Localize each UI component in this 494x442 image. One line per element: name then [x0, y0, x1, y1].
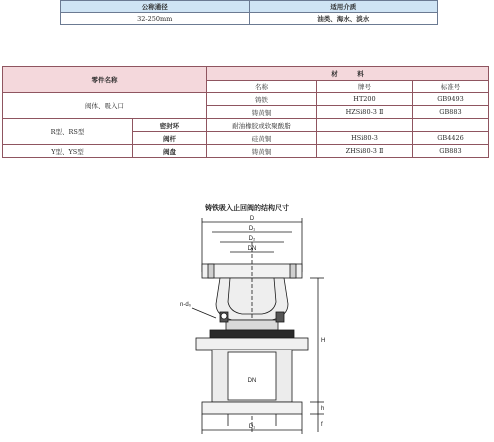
material-grade: ZHSi80-3 Ⅱ: [317, 145, 413, 158]
material-grade: [317, 119, 413, 132]
material-grade: HSi80-3: [317, 132, 413, 145]
table-row: [3, 93, 489, 106]
cell-applicable-media: 油类、海水、淡水: [249, 13, 438, 25]
material-standard: GB883: [413, 145, 489, 158]
valve-drawing: [180, 212, 330, 440]
seal-ring: [210, 330, 294, 338]
component-seal-ring: 密封环: [133, 119, 207, 132]
leader-n-d0: [192, 308, 216, 318]
materials-header-row: [3, 67, 489, 81]
label-f: f: [321, 422, 323, 428]
material-name: 铸铁: [207, 93, 317, 106]
material-standard: GB883: [413, 106, 489, 119]
label-dn-top: DN: [247, 246, 257, 252]
mid-flange: [196, 338, 308, 350]
material-name: 铸黄铜: [207, 106, 317, 119]
header-material: 材 料: [207, 67, 489, 81]
label-n-d0: n-d₀: [180, 302, 192, 308]
subheader-grade: 牌号: [317, 81, 413, 93]
component-stem: 阀杆: [133, 132, 207, 145]
table-row: [3, 119, 489, 132]
material-standard: GB9493: [413, 93, 489, 106]
inlet-bore: [228, 352, 276, 400]
spec-table: [60, 0, 438, 25]
subheader-standard: 标准号: [413, 81, 489, 93]
material-name: 铸黄铜: [207, 145, 317, 158]
table-row: [3, 145, 489, 158]
bottom-flange: [202, 402, 302, 414]
label-d1: D₁: [248, 226, 256, 232]
material-grade: HT200: [317, 93, 413, 106]
valve-disc: [226, 320, 278, 330]
material-standard: [413, 119, 489, 132]
label-d: D: [249, 216, 255, 222]
material-standard: GB4426: [413, 132, 489, 145]
material-name: 硅黄铜: [207, 132, 317, 145]
label-d1-bottom: D₁: [248, 424, 256, 430]
spec-table-header: [61, 1, 438, 13]
drawing-title: 铸铁吸入止回阀的结构尺寸: [205, 203, 289, 212]
cell-nominal-diameter: 32-250mm: [61, 13, 250, 25]
header-applicable-media: 适用介质: [249, 1, 438, 13]
header-nominal-diameter: 公称通径: [61, 1, 250, 13]
label-h-small: h: [321, 406, 325, 412]
material-grade: HZSi80-3 Ⅱ: [317, 106, 413, 119]
group-r-rs: R型、RS型: [3, 119, 133, 145]
header-part-name: 零件名称: [3, 67, 207, 93]
part-body-inlet: 阀体、吸入口: [3, 93, 207, 119]
label-h: H: [321, 338, 326, 344]
material-name: 耐油橡胶或软聚酸脂: [207, 119, 317, 132]
label-d2: D₂: [248, 236, 256, 242]
label-dn-bottom: DN: [247, 378, 257, 384]
subheader-name: 名称: [207, 81, 317, 93]
component-disc: 阀盘: [133, 145, 207, 158]
group-y-ys: Y型、YS型: [3, 145, 133, 158]
materials-table: [2, 66, 489, 158]
spec-table-row: [61, 13, 438, 25]
